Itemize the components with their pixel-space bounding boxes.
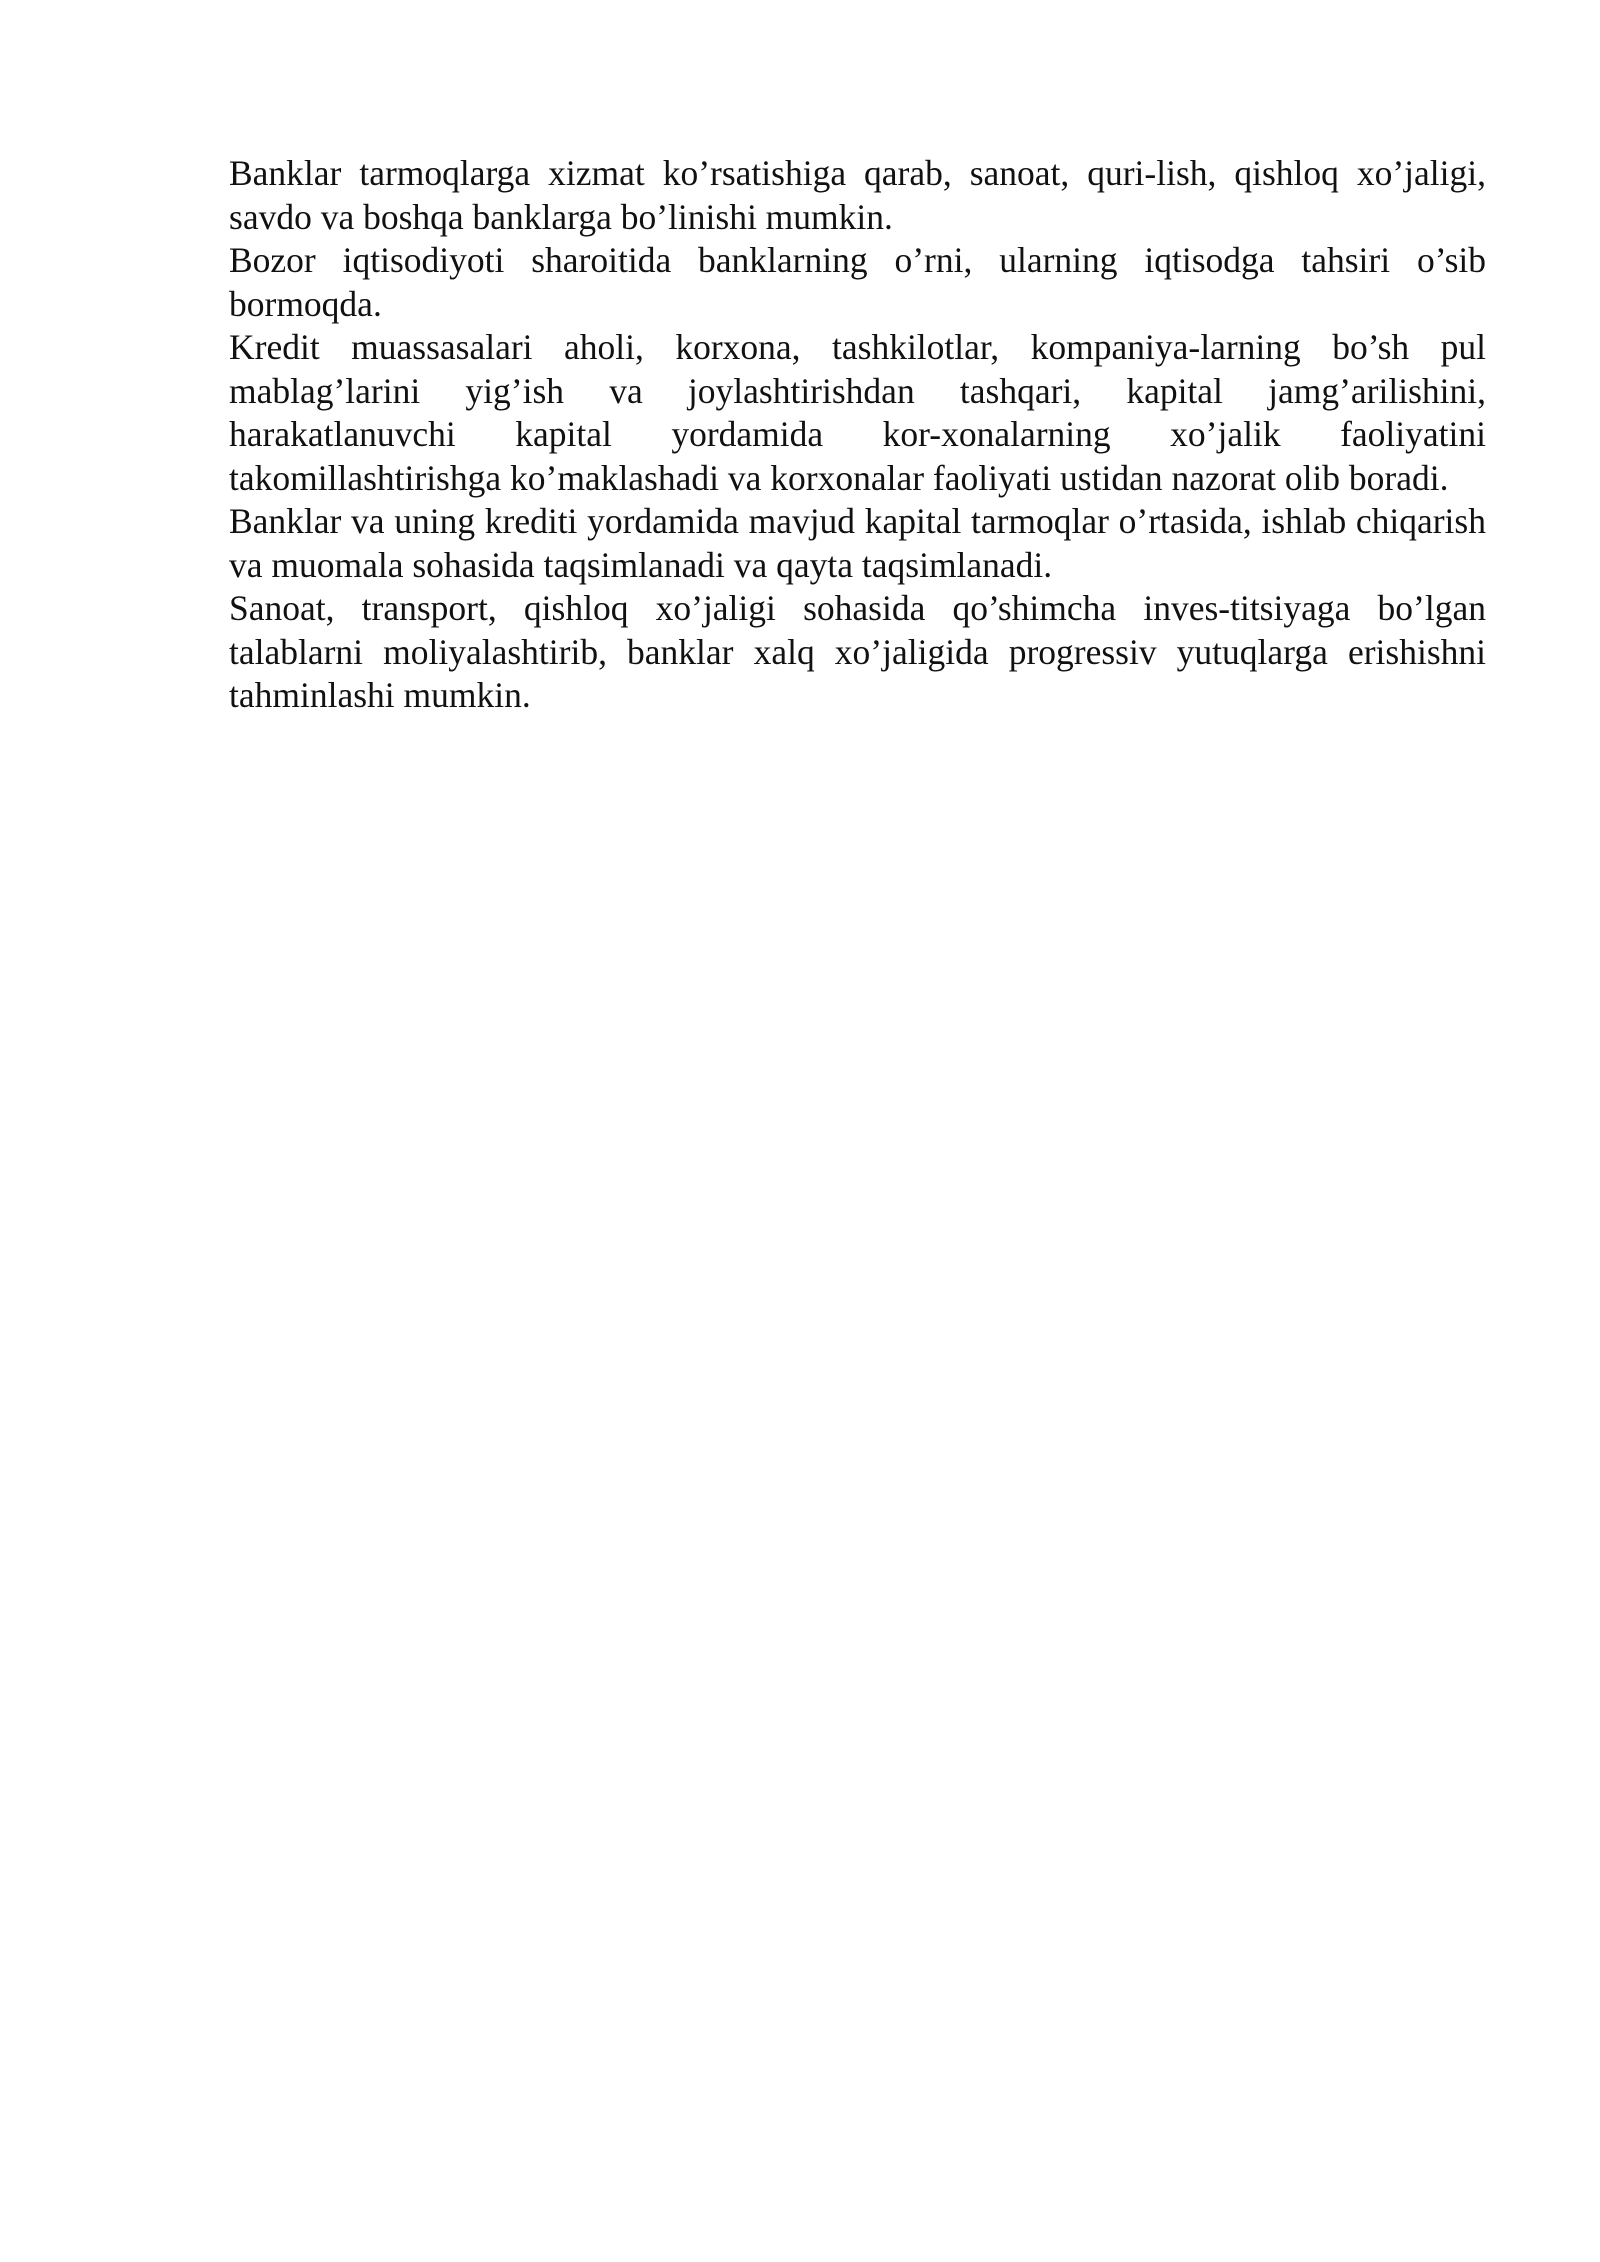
paragraph-4: Banklar va uning krediti yordamida mavjud kapital tarmoqlar o’rtasida, ishlab chiqarish va muomala sohasida taqsimlanadi va qayta taqsimlanadi. [229,501,1486,585]
body-text [229,152,1486,718]
paragraph-3: Kredit muassasalari aholi, korxona, tashkilotlar, kompaniya-larning bo’sh pul mablag’larini yig’ish va joylashtirishdan tashqari, kapital jamg’arilishini, harakatlanuvchi kapital yordamida kor-xonalarning xo’jalik faoliyatini takomillashtirishga ko’maklashadi va korxonalar faoliyati ustidan nazorat olib boradi. [229,327,1486,498]
paragraph-1: Banklar tarmoqlarga xizmat ko’rsatishiga qarab, sanoat, quri-lish, qishloq xo’jaligi, savdo va boshqa banklarga bo’linishi mumkin. [229,153,1486,237]
paragraph-5: Sanoat, transport, qishloq xo’jaligi sohasida qo’shimcha inves-titsiyaga bo’lgan talablarni moliyalashtirib, banklar xalq xo’jaligida progressiv yutuqlarga erishishni tahminlashi mumkin. [229,588,1486,715]
paragraph-2: Bozor iqtisodiyoti sharoitida banklarning o’rni, ularning iqtisodga tahsiri o’sib bormoqda. [229,240,1486,324]
